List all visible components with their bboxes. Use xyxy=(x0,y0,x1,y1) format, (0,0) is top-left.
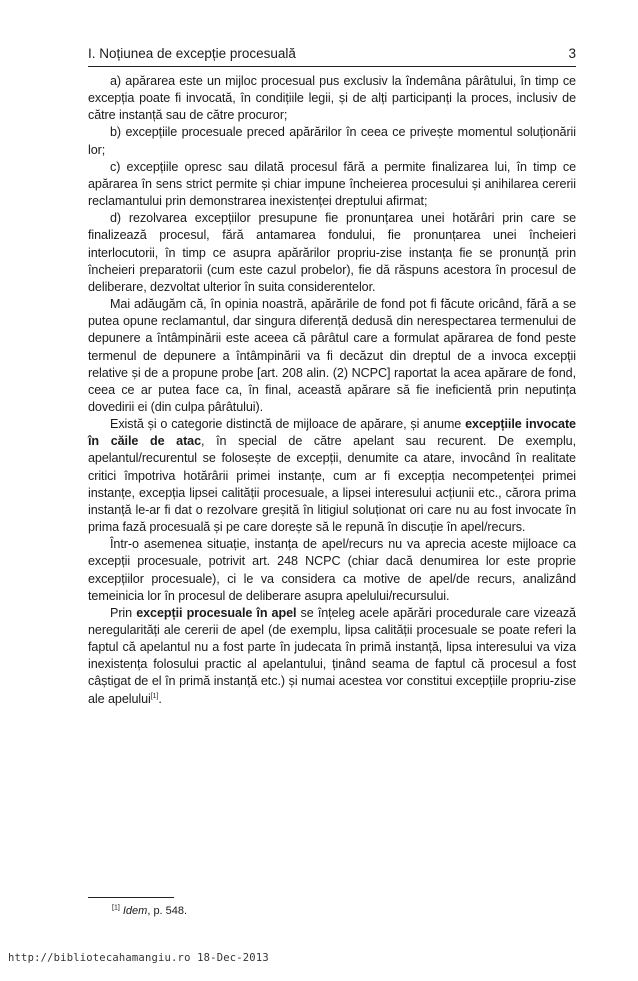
footnote-text: , p. 548. xyxy=(147,905,188,917)
running-header xyxy=(88,44,576,67)
paragraph-apel xyxy=(88,605,576,708)
text-run: , în special de către apelant sau recurent. De exemplu, apelantul/recurentul se folosește de excepții, denumite ca atare, invocând în realitate critici împotriva hotărârii primei instanțe, cum ar fi excepția necompetenței primei instanțe, excepția lipsei calității procesuale, a lipsei interesului acțiunii etc., cărora prima instanță le-ar fi dat o rezolvare greșită în litigiul soluționat ori care nu au fost invocate în prima fază procesuală și pe care dorește să le repună în discuție în apel/recurs. xyxy=(88,434,577,535)
footnote-ref[interactable]: [1] xyxy=(150,692,159,700)
paragraph-c: c) excepțiile opresc sau dilată procesul fără a permite finalizarea lui, în timp ce apărarea în sens strict permite și chiar impune încheierea procesului și anihilarea cererii reclamantului prin demonstrarea inexistenței dreptului afirmat; xyxy=(88,159,576,209)
bold-term: excepții procesuale în apel xyxy=(136,605,297,620)
paragraph-a: a) apărarea este un mijloc procesual pus exclusiv la îndemâna pârâtului, în timp ce excepția poate fi invocată, în condițiile legii, și de alți participanți la proces, inclusiv de către instanță sau de către procuror; xyxy=(88,74,576,123)
footnote-marker: [1] xyxy=(112,904,120,912)
body-text xyxy=(88,73,576,708)
text-run: Prin xyxy=(110,605,137,620)
page-number: 3 xyxy=(568,46,576,61)
paragraph-cai-atac xyxy=(88,416,576,536)
source-url-stamp: http://bibliotecahamangiu.ro 18-Dec-2013 xyxy=(8,952,269,964)
footnote xyxy=(112,905,187,917)
paragraph-d: d) rezolvarea excepțiilor presupune fie pronunțarea unei hotărâri prin care se finalizează procesul, fără antamarea fondului, fie pronunțarea unei încheieri interlocutorii, în timp ce asupra apărărilor propriu-zise instanța fie se pronunță prin încheieri preparatorii (cum este cazul probelor), fie dă răspuns acestora în procesul de deliberare, dezvoltat ulterior în suita considerentelor. xyxy=(88,211,576,294)
paragraph-b: b) excepțiile procesuale preced apărărilor în ceea ce privește momentul soluționării lor; xyxy=(88,125,576,157)
text-run: . xyxy=(158,691,162,706)
footnote-divider xyxy=(88,897,174,898)
text-run: Există și o categorie distinctă de mijloace de apărare, și anume xyxy=(110,417,466,432)
paragraph-fond: Mai adăugăm că, în opinia noastră, apărările de fond pot fi făcute oricând, fără a se putea opune reclamantul, dar singura diferență dedusă din nerespectarea termenului de depunere a întâmpinării este aceea că pârâtul care a formulat apărarea de fond peste termenul de depunere a întâmpinării va fi decăzut din dreptul de a invoca excepții relative și de a propune probe [art. 208 alin. (2) NCPC] raportat la acea apărare de fond, ceea ce ar putea face ca, în final, această apărare să fie ineficientă prin neputința dovedirii ei (din culpa pârâtului). xyxy=(88,297,576,414)
bold-term: excepțiile invocate în căile de atac xyxy=(88,417,576,449)
paragraph-situatie: Într-o asemenea situație, instanța de apel/recurs nu va aprecia aceste mijloace ca excepții procesuale, potrivit art. 248 NCPC (chiar dacă denumirea lor este proprie excepțiilor procesuale), ci le va considera ca motive de apel/de recurs, analizând temeinicia lor în procesul de deliberare asupra apelului/recursului. xyxy=(88,537,576,603)
footnote-italic: Idem xyxy=(122,905,148,917)
chapter-title: I. Noțiunea de excepție procesuală xyxy=(88,46,296,61)
text-run: se înțeleg acele apărări procedurale care vizează neregularități ale cererii de apel (de exemplu, lipsa calității procesuale se poate referi la faptul că apelantul nu a fost parte în judecata în primă instanță, lipsa interesului va viza inexistența folosului practic al apelantului, ținând seama de faptul că procesul a fost câștigat de el în primă instanță etc.) și numai acestea vor constitui excepțiile propriu-zise ale apelului xyxy=(88,605,576,706)
